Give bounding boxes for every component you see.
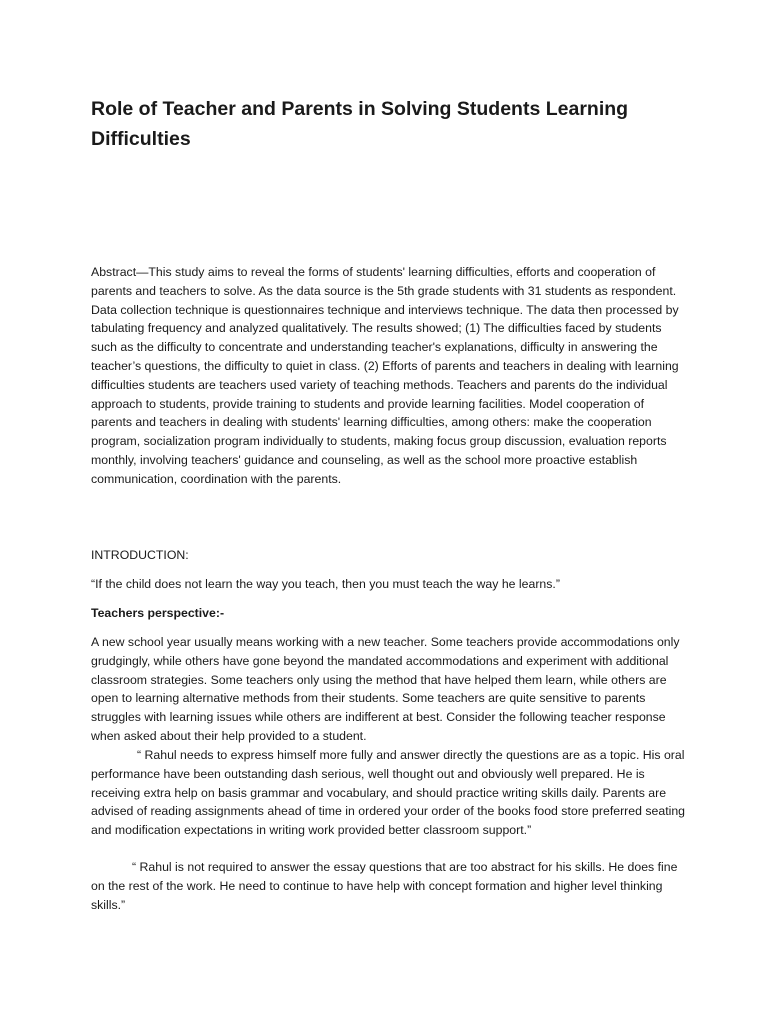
document-title: Role of Teacher and Parents in Solving Students Learning Difficulties: [91, 98, 629, 150]
teachers-perspective-heading: Teachers perspective:-: [91, 606, 225, 620]
teachers-perspective-paragraph: A new school year usually means working with a new teacher. Some teachers provide accommodations only grudgingly, while others have gone beyond the mandated accommodations and experiment with additional classroom strategies. Some teachers only using the method that have helped them learn, while others are open to learning alternative methods from their students. Some teachers are quite sensitive to parents struggles with learning issues while others are indifferent at best. Consider the following teacher response when asked about their help provided to a student.: [91, 635, 680, 743]
teacher-response-quote-1: “ Rahul needs to express himself more fully and answer directly the questions are as a topic. His oral performance have been outstanding dash serious, well thought out and obviously well prepared. He is receiving extra help on basis grammar and vocabulary, and should practice writing skills daily. Parents are advised of reading assignments ahead of time in ordered your order of the books food store preferred seating and modification expectations in writing work provided better classroom support.”: [91, 748, 686, 838]
introduction-heading: INTRODUCTION:: [91, 548, 189, 562]
abstract-paragraph: Abstract—This study aims to reveal the forms of students' learning difficulties, efforts and cooperation of parents and teachers to solve. As the data source is the 5th grade students with 31 students as respondent. Data collection technique is questionnaires technique and interviews technique. The data then processed by tabulating frequency and analyzed qualitatively. The results showed; (1) The difficulties faced by students such as the difficulty to concentrate and understanding teacher's explanations, difficulty in answering the teacher’s questions, the difficulty to quiet in class. (2) Efforts of parents and teachers in dealing with learning difficulties students are teachers used variety of teaching methods. Teachers and parents do the individual approach to students, provide training to students and provide learning facilities. Model cooperation of parents and teachers in dealing with students' learning difficulties, among others: make the cooperation program, socialization program individually to students, making focus group discussion, evaluation reports monthly, involving teachers' guidance and counseling, as well as the school more proactive establish communication, coordination with the parents.: [91, 265, 679, 486]
opening-quote: “If the child does not learn the way you teach, then you must teach the way he learns.”: [91, 577, 560, 591]
teacher-response-quote-2: “ Rahul is not required to answer the essay questions that are too abstract for his skills. He does fine on the rest of the work. He need to continue to have help with concept formation and higher level thinking skills.”: [91, 860, 678, 912]
